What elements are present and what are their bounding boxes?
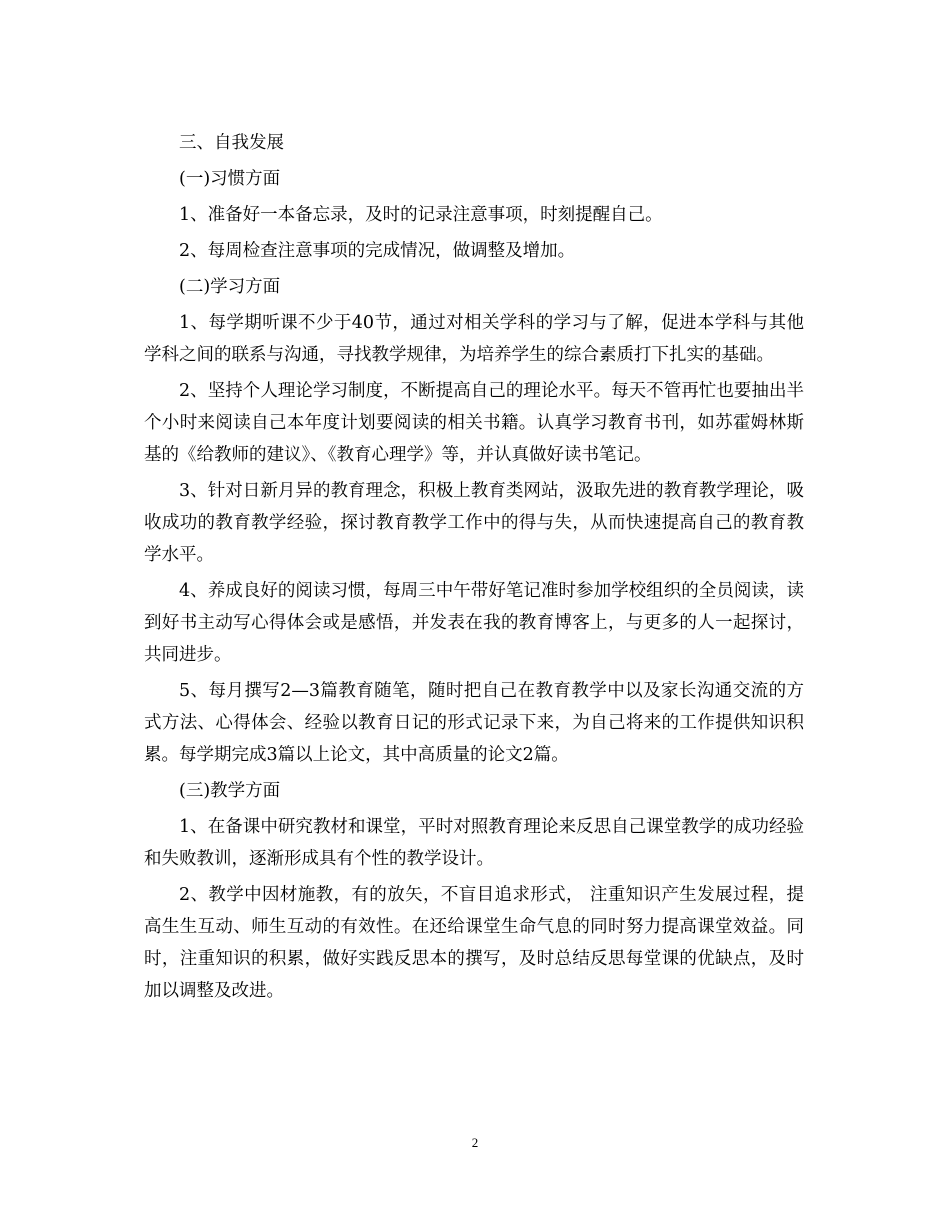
subsection-heading: (一)习惯方面 [179, 169, 281, 189]
document-body [144, 127, 804, 1011]
paragraph: 1、在备课中研究教材和课堂，平时对照教育理论来反思自己课堂教学的成功经验和失败教训，逐渐形成具有个性的教学设计。 [144, 817, 804, 869]
paragraph: 3、针对日新月异的教育理念，积极上教育类网站，汲取先进的教育教学理论，吸收成功的教育教学经验，探讨教育教学工作中的得与失，从而快速提高自己的教育教学水平。 [144, 481, 804, 565]
paragraph: 4、养成良好的阅读习惯，每周三中午带好笔记准时参加学校组织的全员阅读，读到好书主动写心得体会或是感悟，并发表在我的教育博客上，与更多的人一起探讨，共同进步。 [144, 581, 804, 665]
paragraph: 5、每月撰写2—3篇教育随笔，随时把自己在教育教学中以及家长沟通交流的方式方法、心得体会、经验以教育日记的形式记录下来，为自己将来的工作提供知识积累。每学期完成3篇以上论文，其中高质量的论文2篇。 [144, 681, 804, 765]
subsection-heading: (二)学习方面 [179, 277, 281, 297]
paragraph: 1、准备好一本备忘录，及时的记录注意事项，时刻提醒自己。 [179, 205, 663, 225]
paragraph: 2、坚持个人理论学习制度，不断提高自己的理论水平。每天不管再忙也要抽出半个小时来阅读自己本年度计划要阅读的相关书籍。认真学习教育书刊，如苏霍姆林斯基的《给教师的建议》、《教育心理学》等，并认真做好读书笔记。 [144, 381, 804, 465]
paragraph: 2、教学中因材施教，有的放矢，不盲目追求形式， 注重知识产生发展过程，提高生生互动、师生互动的有效性。在还给课堂生命气息的同时努力提高课堂效益。同时，注重知识的积累，做好实践反思本的撰写，及时总结反思每堂课的优缺点，及时加以调整及改进。 [144, 885, 804, 1001]
page-number: 2 [471, 1135, 479, 1150]
subsection-heading: (三)教学方面 [179, 781, 281, 801]
paragraph: 2、每周检查注意事项的完成情况，做调整及增加。 [179, 241, 576, 261]
paragraph: 1、每学期听课不少于40节，通过对相关学科的学习与了解，促进本学科与其他学科之间的联系与沟通，寻找教学规律，为培养学生的综合素质打下扎实的基础。 [144, 313, 804, 365]
section-heading: 三、自我发展 [179, 133, 284, 153]
